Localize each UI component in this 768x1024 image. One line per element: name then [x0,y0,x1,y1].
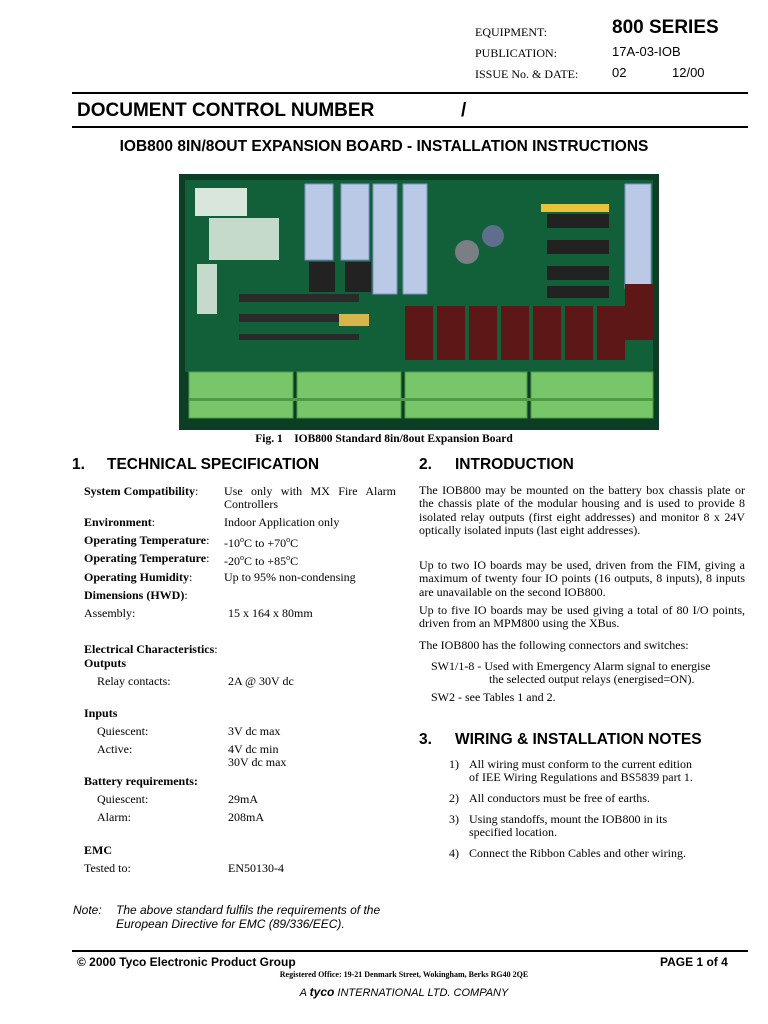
header-rule-bottom [72,126,748,128]
spec-system-compat-value-2: Controllers [224,497,278,511]
tyco-logo: tyco [309,985,335,999]
publication-value: 17A-03-IOB [612,44,681,59]
spec-system-compat-value: Use only with MX Fire Alarm [224,484,396,498]
sw1-line-2: the selected output relays (energised=ON). [489,672,695,686]
section-1-heading: TECHNICAL SPECIFICATION [107,456,320,473]
spec-op-temp-value-1: -10$^o$C to $+70^oC$ [224,535,299,550]
wiring-item-4: Connect the Ribbon Cables and other wiring. [469,846,686,860]
intro-paragraph-4: The IOB800 has the following connectors and switches: [419,638,689,652]
note-label: Note: [73,903,102,917]
spec-relay-label: Relay contacts: [97,674,171,688]
spec-tested-label: Tested to: [84,861,131,875]
equipment-label: EQUIPMENT: [475,25,548,39]
spec-battery-label: Battery requirements: [84,774,198,788]
publication-label: PUBLICATION: [475,46,558,60]
equipment-value: 800 SERIES [612,17,719,38]
spec-quiescent-label: Quiescent: [97,724,149,738]
wiring-item-3-line-2: specified location. [469,825,557,839]
spec-environment-label: Environment: [84,515,156,529]
sw1-line-1: SW1/1-8 - Used with Emergency Alarm signal to energise [431,659,711,673]
spec-alarm-value: 208mA [228,810,264,824]
spec-emc-label: EMC [84,843,112,857]
spec-bat-quiescent-label: Quiescent: [97,792,149,806]
spec-assembly-label: Assembly: [84,606,136,620]
spec-tested-value: EN50130-4 [228,861,284,875]
wiring-item-1-line-2: of IEE Wiring Regulations and BS5839 part 1. [469,770,693,784]
document-title: IOB800 8IN/8OUT EXPANSION BOARD - INSTALLATION INSTRUCTIONS [119,138,649,155]
issue-date: 12/00 [672,65,705,80]
spec-op-temp-label-1: Operating Temperature: [84,533,210,547]
spec-op-temp-value-2: -20$^o$C to $+85^oC$ [224,553,299,568]
issue-label: ISSUE No. & DATE: [475,67,579,81]
spec-quiescent-value: 3V dc max [228,724,281,738]
document-control-label: DOCUMENT CONTROL NUMBER [77,100,375,121]
footer-copyright: © 2000 Tyco Electronic Product Group [77,955,296,969]
board-photo [179,174,659,430]
wiring-item-2: All conductors must be free of earths. [469,791,650,805]
issue-number: 02 [612,65,627,80]
spec-relay-value: 2A @ 30V dc [228,674,294,688]
spec-humidity-value: Up to 95% non-condensing [224,570,356,584]
wiring-item-4-number: 4) [449,846,459,860]
section-2-heading: INTRODUCTION [455,456,574,473]
spec-outputs-label: Outputs [84,656,127,670]
note-line-1: The above standard fulfils the requirements of the [116,903,381,917]
footer-registered-office: Registered Office: 19-21 Denmark Street, Wokingham, Berks RG40 2QE [279,970,529,979]
footer-rule [72,950,748,952]
intro-paragraph-3: Up to five IO boards may be used giving a total of 80 I/O points, driven from an MPM800 using the XBus. [419,603,745,631]
footer-company: A tyco INTERNATIONAL LTD. COMPANY [299,985,509,999]
spec-environment-value: Indoor Application only [224,515,340,529]
sw2-line: SW2 - see Tables 1 and 2. [431,690,556,704]
spec-op-temp-label-2: Operating Temperature: [84,551,210,565]
spec-inputs-label: Inputs [84,706,118,720]
spec-active-label: Active: [97,742,133,756]
note-line-2: European Directive for EMC (89/336/EEC). [116,917,345,931]
spec-alarm-label: Alarm: [97,810,131,824]
spec-active-value-2: 30V dc max [228,755,287,769]
wiring-item-1-number: 1) [449,757,459,771]
spec-dimensions-label: Dimensions (HWD): [84,588,188,602]
wiring-item-1-line-1: All wiring must conform to the current edition [469,757,692,771]
document-control-separator: / [461,100,467,121]
section-3-heading: WIRING & INSTALLATION NOTES [455,731,702,748]
spec-electrical-label: Electrical Characteristics: [84,642,218,656]
footer-page-number: PAGE 1 of 4 [660,955,728,969]
spec-assembly-value: 15 x 164 x 80mm [228,606,313,620]
wiring-item-3-line-1: Using standoffs, mount the IOB800 in its [469,812,668,826]
section-1-number: 1. [72,456,85,473]
wiring-item-2-number: 2) [449,791,459,805]
wiring-item-3-number: 3) [449,812,459,826]
intro-paragraph-1: The IOB800 may be mounted on the battery box chassis plate or the chassis plate of the modular housing and is used to provide 8 isolated relay outputs (first eight addresses) and monitor 8 x 24V optically isolated inputs (last eight addresses). [419,483,745,537]
spec-humidity-label: Operating Humidity: [84,570,193,584]
section-3-number: 3. [419,731,432,748]
header-rule-top [72,92,748,94]
figure-caption: Fig. 1 IOB800 Standard 8in/8out Expansion Board [255,433,513,445]
spec-system-compat-label: System Compatibility: [84,484,199,498]
spec-bat-quiescent-value: 29mA [228,792,258,806]
section-2-number: 2. [419,456,432,473]
spec-active-value-1: 4V dc min [228,742,279,756]
intro-paragraph-2: Up to two IO boards may be used, driven from the FIM, giving a maximum of twenty four IO points (16 outputs, 8 inputs), 8 inputs are unavailable on the second IOB800. [419,558,745,599]
